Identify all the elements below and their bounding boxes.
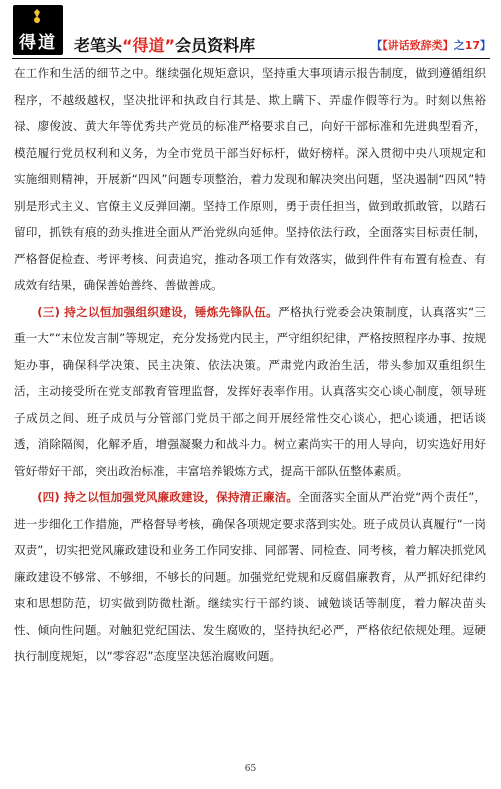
page-header xyxy=(0,0,501,58)
header-divider xyxy=(12,58,490,59)
title-prefix: 老笔头 xyxy=(74,36,123,55)
document-body xyxy=(14,60,486,670)
page-number: 65 xyxy=(244,764,257,774)
series-label: 【讲话致辞类】 xyxy=(382,39,454,52)
paragraph-2-text: 严格执行党委会决策制度，认真落实“三重一大”“末位发言制”等规定，充分发扬党内民主，严守组织纪律，严格按照程序办事、按规矩办事，确保科学决策、民主决策、依法决策。严肃党内政治生活，带头参加双重组织生活，主动接受所在党支部教育管理监督，发挥好表率作用。认真落实交心谈心制度，领导班子成员之间、班子成员与分管部门党员干部之间开展经常性交心谈心，把心谈通，把话谈透，消除隔阂，化解矛盾，增强凝聚力和战斗力。树立素尚实干的用人导向，切实选好用好管好带好干部，突出政治标准，丰富培养锻炼方式，提高干部队伍整体素质。 xyxy=(14,304,486,478)
series-number: 17 xyxy=(464,39,480,52)
brand-logo xyxy=(13,5,63,55)
paragraph-3 xyxy=(14,484,486,670)
paragraph-2 xyxy=(14,299,486,485)
section-heading-3: (三) 持之以恒加强组织建设，锤炼先锋队伍。 xyxy=(37,304,279,319)
paragraph-1: 在工作和生活的细节之中。继续强化规矩意识，坚持重大事项请示报告制度，做到遵循组织程序，不越级越权，坚决批评和执政自行其是、欺上瞒下、弄虚作假等行为。时刻以焦裕禄、廖俊波、黄大年等优秀共产党员的标准严格要求自己，向好干部标准和先进典型看齐，模范履行党员权利和义务，为全市党员干部当好标杆，做好榜样。深入贯彻中央八项规定和实施细则精神，开展新“四风”问题专项整治，着力发现和解决突出问题，坚决遏制“四风”特别是形式主义、官僚主义反弹回潮。坚持工作原则，勇于责任担当，做到敢抓敢管，以踏石留印，抓铁有痕的劲头推进全面从严治党纵向延伸。坚持依法行政，全面落实目标责任制，严格督促检查、考评考核、问责追究，推动各项工作有效落实，做到件件有布置有检查、有成效有结果，确保善始善终、善做善成。 xyxy=(14,66,486,292)
logo-emblem-icon xyxy=(28,8,46,24)
paragraph-3-text: 全面落实全面从严治党“两个责任”，进一步细化工作措施，严格督导考核，确保各项规定要求落到实处。班子成员认真履行“一岗双责”，切实把党风廉政建设和业务工作同安排、同部署、同检查、同考核，着力解决抓党风廉政建设不够常、不够细，不够长的问题。加强党纪党规和反腐倡廉教育，从严抓好纪律约束和思想防范，切实做到防微杜渐。继续实行干部约谈、诫勉谈话等制度，着力解决苗头性、倾向性问题。对触犯党纪国法、发生腐败的，坚持执纪必严，严格依纪依规处理。逗硬执行制度规矩，以“零容忍”态度坚决惩治腐败问题。 xyxy=(14,490,487,663)
series-bracket-close: 】 xyxy=(480,39,491,52)
title-suffix: 会员资料库 xyxy=(175,36,256,55)
series-bracket-open: 【 xyxy=(371,39,383,52)
document-title xyxy=(74,33,255,56)
series-tag xyxy=(371,37,491,53)
section-heading-4: (四) 持之以恒加强党风廉政建设，保持清正廉洁。 xyxy=(37,490,299,504)
title-highlight: “得道” xyxy=(122,36,176,55)
series-connector: 之 xyxy=(453,39,465,52)
logo-text: 得道 xyxy=(19,33,57,53)
